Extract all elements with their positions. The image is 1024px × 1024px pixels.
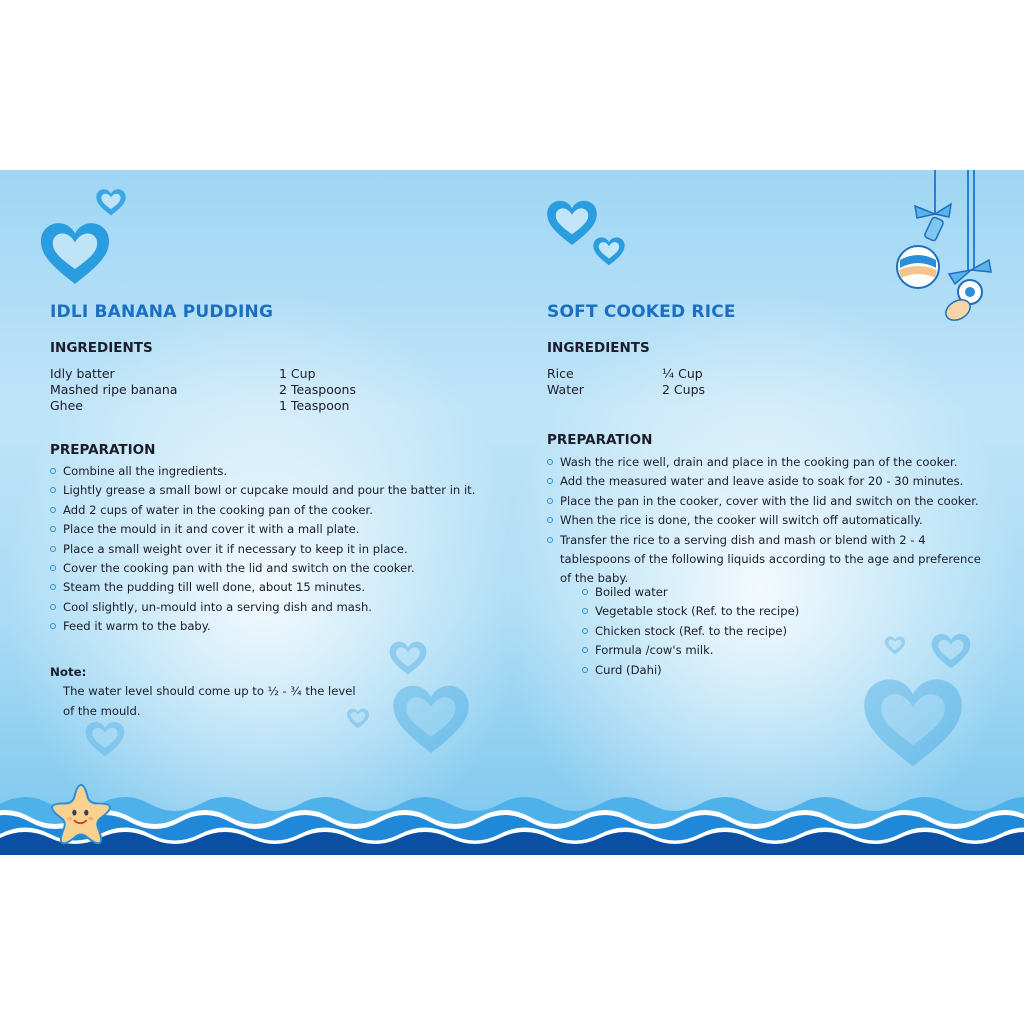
bullet-icon <box>50 526 56 532</box>
preparation-steps <box>547 453 992 589</box>
ingredient-row <box>547 366 747 382</box>
ingredient-row <box>547 382 747 398</box>
list-item: Boiled water <box>582 583 882 602</box>
heart-icon <box>930 632 972 672</box>
bullet-icon <box>582 628 588 634</box>
heart-icon <box>390 682 472 760</box>
bullet-icon <box>547 498 553 504</box>
star-mascot-icon <box>48 782 114 846</box>
list-item: Vegetable stock (Ref. to the recipe) <box>582 602 882 621</box>
bullet-icon <box>547 459 553 465</box>
list-item: Feed it warm to the baby. <box>50 617 470 636</box>
bullet-icon <box>50 623 56 629</box>
list-item: Lightly grease a small bowl or cupcake mould and pour the batter in it. <box>50 481 470 500</box>
heart-icon <box>388 640 428 678</box>
recipe-title-soft-cooked-rice: SOFT COOKED RICE <box>547 302 736 322</box>
recipe-book-spread <box>0 170 1024 855</box>
liquids-list <box>582 583 882 680</box>
ingredient-name: Water <box>547 382 584 397</box>
ingredients-list <box>50 366 390 414</box>
ingredient-qty: ¼ Cup <box>662 366 703 381</box>
bullet-icon <box>582 608 588 614</box>
ingredient-name: Rice <box>547 366 574 381</box>
bullet-icon <box>50 487 56 493</box>
heart-icon <box>84 720 126 760</box>
ingredient-name: Idly batter <box>50 366 115 381</box>
heart-icon <box>38 220 112 290</box>
ingredient-name: Mashed ripe banana <box>50 382 178 397</box>
preparation-steps <box>50 462 476 637</box>
heart-icon <box>592 236 626 268</box>
heart-icon <box>545 198 599 250</box>
heart-icon <box>346 708 370 730</box>
ingredient-row <box>50 382 390 398</box>
list-item: Wash the rice well, drain and place in the cooking pan of the cooker. <box>547 453 992 472</box>
ingredients-heading: INGREDIENTS <box>547 340 650 356</box>
note-text-line-2: of the mould. <box>63 704 141 718</box>
list-item: Place a small weight over it if necessary to keep it in place. <box>50 540 470 559</box>
list-item: Cover the cooking pan with the lid and switch on the cooker. <box>50 559 470 578</box>
bullet-icon <box>50 468 56 474</box>
bullet-icon <box>50 507 56 513</box>
heart-icon <box>860 675 966 775</box>
bullet-icon <box>547 537 553 543</box>
ocean-waves <box>0 790 1024 855</box>
bullet-icon <box>50 604 56 610</box>
bullet-icon <box>582 589 588 595</box>
bullet-icon <box>50 546 56 552</box>
rattle-pacifier-icon <box>890 170 1000 330</box>
ingredient-qty: 2 Cups <box>662 382 706 397</box>
list-item: Steam the pudding till well done, about 15 minutes. <box>50 578 470 597</box>
list-item: Transfer the rice to a serving dish and mash or blend with 2 - 4 tablespoons of the following liquids according to the age and preference of the baby. <box>547 531 992 589</box>
heart-icon <box>884 636 906 656</box>
ingredient-qty: 2 Teaspoons <box>279 382 356 397</box>
ingredient-qty: 1 Teaspoon <box>279 398 350 413</box>
ingredients-list <box>547 366 747 398</box>
list-item: Chicken stock (Ref. to the recipe) <box>582 622 882 641</box>
bullet-icon <box>547 517 553 523</box>
ingredient-row <box>50 366 390 382</box>
bullet-icon <box>582 667 588 673</box>
list-item: Curd (Dahi) <box>582 661 882 680</box>
bullet-icon <box>50 565 56 571</box>
ingredient-row <box>50 398 390 414</box>
list-item: Place the pan in the cooker, cover with the lid and switch on the cooker. <box>547 492 992 511</box>
preparation-heading: PREPARATION <box>50 442 156 458</box>
ingredient-qty: 1 Cup <box>279 366 316 381</box>
list-item: Combine all the ingredients. <box>50 462 470 481</box>
note-heading: Note: <box>50 665 87 679</box>
bullet-icon <box>582 647 588 653</box>
heart-icon <box>95 188 127 218</box>
list-item: Add the measured water and leave aside to soak for 20 - 30 minutes. <box>547 472 992 491</box>
list-item: Place the mould in it and cover it with a mall plate. <box>50 520 470 539</box>
ingredients-heading: INGREDIENTS <box>50 340 153 356</box>
ingredient-name: Ghee <box>50 398 83 413</box>
list-item: Add 2 cups of water in the cooking pan of the cooker. <box>50 501 470 520</box>
note-text-line-1: The water level should come up to ½ - ¾ the level <box>63 684 356 698</box>
list-item: When the rice is done, the cooker will switch off automatically. <box>547 511 992 530</box>
list-item: Formula /cow's milk. <box>582 641 882 660</box>
bullet-icon <box>50 584 56 590</box>
preparation-heading: PREPARATION <box>547 432 653 448</box>
recipe-title-idli-banana-pudding: IDLI BANANA PUDDING <box>50 302 274 322</box>
bullet-icon <box>547 478 553 484</box>
list-item: Cool slightly, un-mould into a serving dish and mash. <box>50 598 470 617</box>
